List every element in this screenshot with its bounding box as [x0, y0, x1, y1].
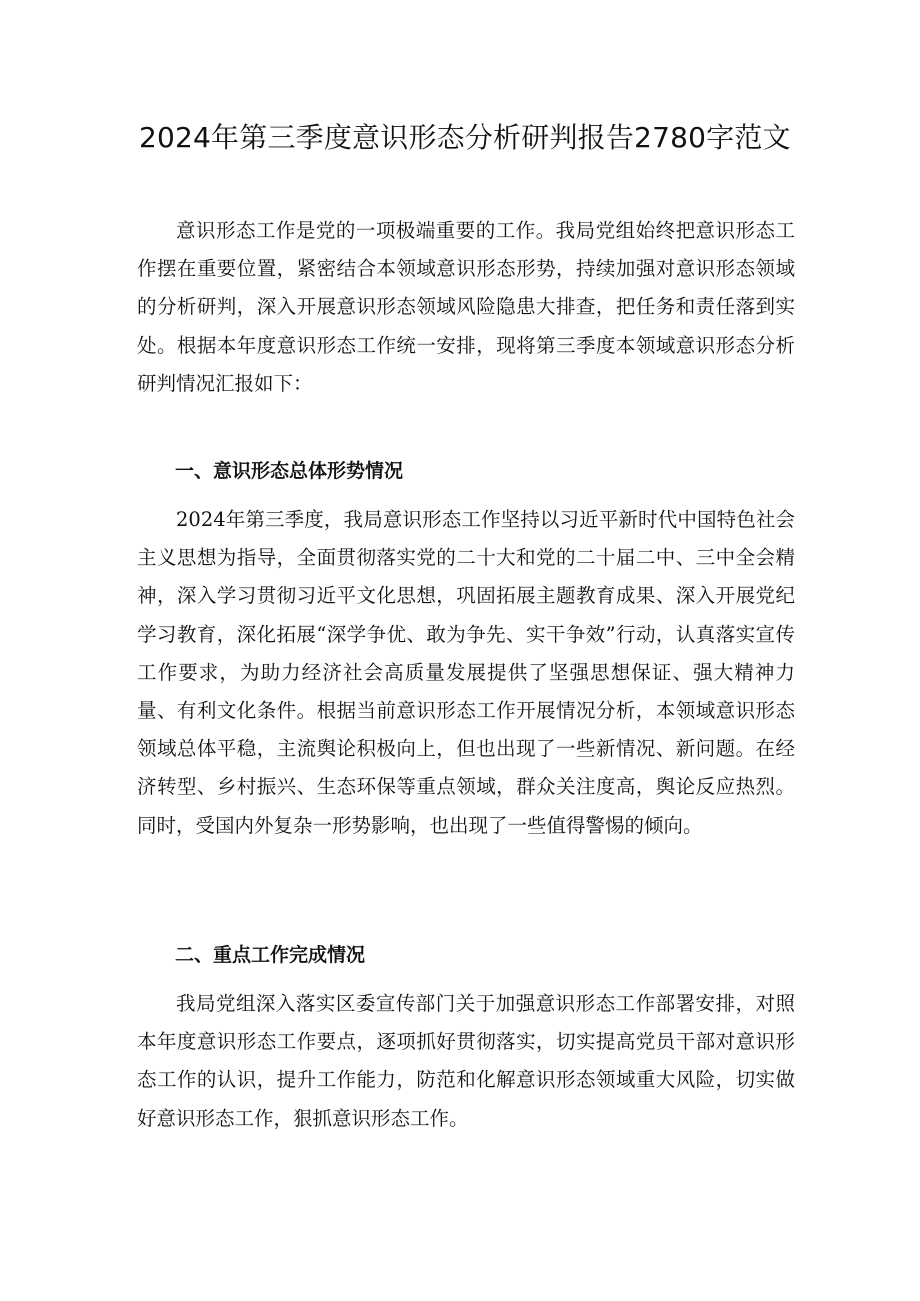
section-paragraph-key-work: 我局党组深入落实区委宣传部门关于加强意识形态工作部署安排，对照本年度意识形态工作要点，逐项抓好贯彻落实，切实提高党员干部对意识形态工作的认识，提升工作能力，防范和化解意识形态领域重大风险，切实做好意识形态工作，狠抓意识形态工作。 [137, 992, 795, 1130]
section-heading-overall-situation: 一、意识形态总体形势情况 [175, 460, 404, 482]
section-paragraph-overall-situation: 2024年第三季度，我局意识形态工作坚持以习近平新时代中国特色社会主义思想为指导，全面贯彻落实党的二十大和党的二十届二中、三中全会精神，深入学习贯彻习近平文化思想，巩固拓展主题教育成果、深入开展党纪学习教育，深化拓展“深学争优、敢为争先、实干争效”行动，认真落实宣传工作要求，为助力经济社会高质量发展提供了坚强思想保证、强大精神力量、有利文化条件。根据当前意识形态工作开展情况分析，本领域意识形态领域总体平稳，主流舆论积极向上，但也出现了一些新情况、新问题。在经济转型、乡村振兴、生态环保等重点领域，群众关注度高，舆论反应热烈。同时，受国内外复杂一形势影响，也出现了一些值得警惕的倾向。 [137, 508, 795, 837]
document-title: 2024年第三季度意识形态分析研判报告2780字范文 [139, 121, 791, 154]
intro-paragraph: 意识形态工作是党的一项极端重要的工作。我局党组始终把意识形态工作摆在重要位置，紧密结合本领域意识形态形势，持续加强对意识形态领域的分析研判，深入开展意识形态领域风险隐患大排查，把任务和责任落到实处。根据本年度意识形态工作统一安排，现将第三季度本领域意识形态分析研判情况汇报如下： [137, 219, 795, 395]
section-heading-key-work: 二、重点工作完成情况 [175, 944, 366, 966]
